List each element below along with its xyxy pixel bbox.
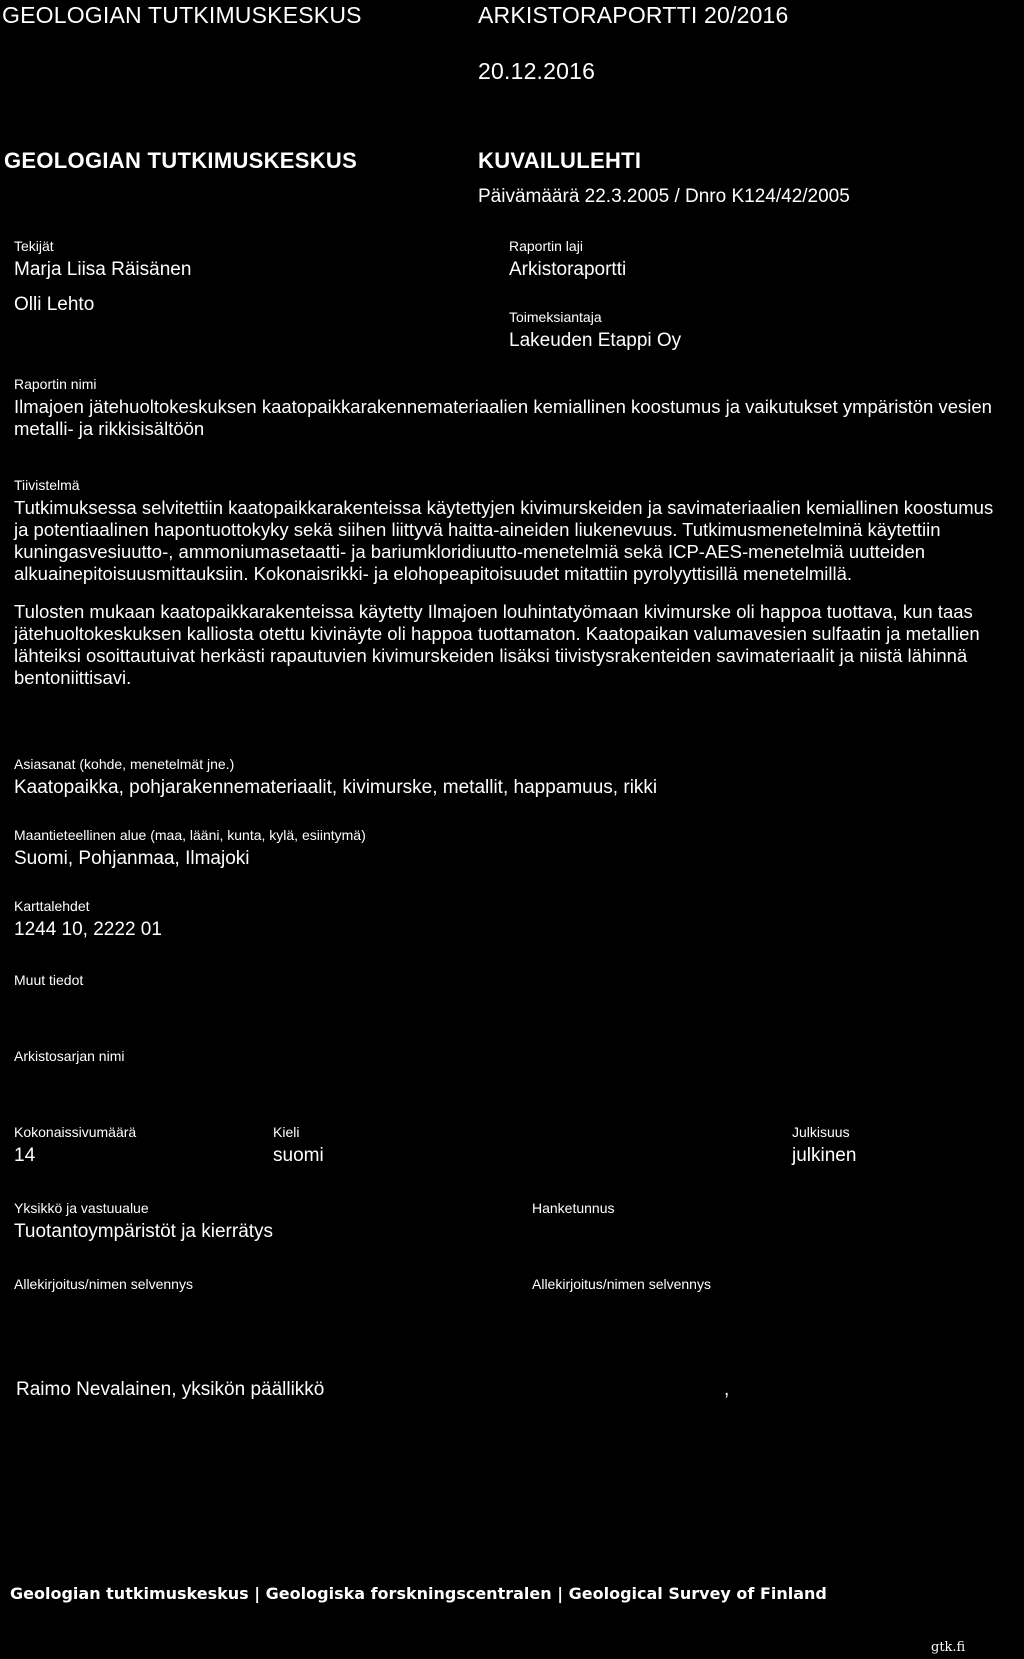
sheet-org: GEOLOGIAN TUTKIMUSKESKUS [4,148,358,173]
pages-label: Kokonaissivumäärä [14,1124,137,1140]
signature-left-label: Allekirjoitus/nimen selvennys [14,1276,193,1292]
language-value: suomi [273,1145,324,1166]
footer-site: gtk.fi [931,1640,966,1655]
author-name: Olli Lehto [14,294,95,315]
language-label: Kieli [273,1124,300,1140]
abstract-body [14,497,1009,689]
top-header-date: 20.12.2016 [478,58,596,84]
map-sheets-value: 1244 10, 2222 01 [14,919,162,940]
report-type-label: Raportin laji [509,238,583,254]
unit-label: Yksikkö ja vastuualue [14,1200,149,1216]
author-name: Marja Liisa Räisänen [14,259,192,280]
abstract-paragraph: Tulosten mukaan kaatopaikkarakenteissa käytetty Ilmajoen louhintatyömaan kivimurske oli happoa tuottava, kun taas jätehuoltokeskuksen kalliosta otettu kivinäyte oli happoa tuottamaton. Kaatopaikan valumavesien sulfaatin ja metallien lähteiksi osoittautuivat herkästi rapautuvien kivimurskeiden lisäksi tiivistysrakenteiden savimateriaalit ja niistä lähinnä bentoniittisavi. [14,601,980,688]
signature-right-label: Allekirjoitus/nimen selvennys [532,1276,711,1292]
region-value: Suomi, Pohjanmaa, Ilmajoki [14,848,250,869]
other-info-label: Muut tiedot [14,972,84,988]
report-type-value: Arkistoraportti [509,259,627,280]
abstract-paragraph: Tutkimuksessa selvitettiin kaatopaikkarakenteissa käytettyjen kivimurskeiden ja savimateriaalien kemiallinen koostumus ja potentiaalinen hapontuottokyky sekä siihen liittyvä haitta-aineiden liukenevuus. Tutkimusmenetelminä käytettiin kuningasvesiuutto-, ammoniumasetaatti- ja bariumkloridiuutto-menetelmiä sekä ICP-AES-menetelmiä uutteiden alkuainepitoisuusmittauksiin. Kokonaisrikki- ja elohopeapitoisuudet mitattiin pyrolyyttisillä menetelmillä. [14,497,994,584]
client-label: Toimeksiantaja [509,309,602,325]
project-label: Hanketunnus [532,1200,615,1216]
sheet-date-line: Päivämäärä 22.3.2005 / Dnro K124/42/2005 [478,186,850,207]
keywords-value: Kaatopaikka, pohjarakennemateriaalit, kivimurske, metallit, happamuus, rikki [14,777,658,798]
map-sheets-label: Karttalehdet [14,898,90,914]
publicity-label: Julkisuus [792,1124,850,1140]
region-label: Maantieteellinen alue (maa, lääni, kunta, kylä, esiintymä) [14,827,366,843]
client-value: Lakeuden Etappi Oy [509,330,682,351]
unit-value: Tuotantoympäristöt ja kierrätys [14,1221,274,1242]
abstract-label: Tiivistelmä [14,477,80,493]
pages-value: 14 [14,1145,36,1166]
top-header-report-number: ARKISTORAPORTTI 20/2016 [478,2,789,28]
signature-right-name: , [724,1379,730,1400]
sheet-title: KUVAILULEHTI [478,148,642,173]
top-header-org: GEOLOGIAN TUTKIMUSKESKUS [2,2,362,28]
report-name-label: Raportin nimi [14,376,97,392]
signature-left-name: Raimo Nevalainen, yksikön päällikkö [16,1379,325,1400]
authors-label: Tekijät [14,238,54,254]
publicity-value: julkinen [792,1145,857,1166]
footer-text: Geologian tutkimuskeskus | Geologiska forskningscentralen | Geological Survey of Finland [10,1584,827,1603]
keywords-label: Asiasanat (kohde, menetelmät jne.) [14,756,235,772]
report-name-value: Ilmajoen jätehuoltokeskuksen kaatopaikkarakennemateriaalien kemiallinen koostumus ja vaikutukset ympäristön vesien metalli- ja rikkisisältöön [14,396,992,439]
archive-series-label: Arkistosarjan nimi [14,1048,125,1064]
